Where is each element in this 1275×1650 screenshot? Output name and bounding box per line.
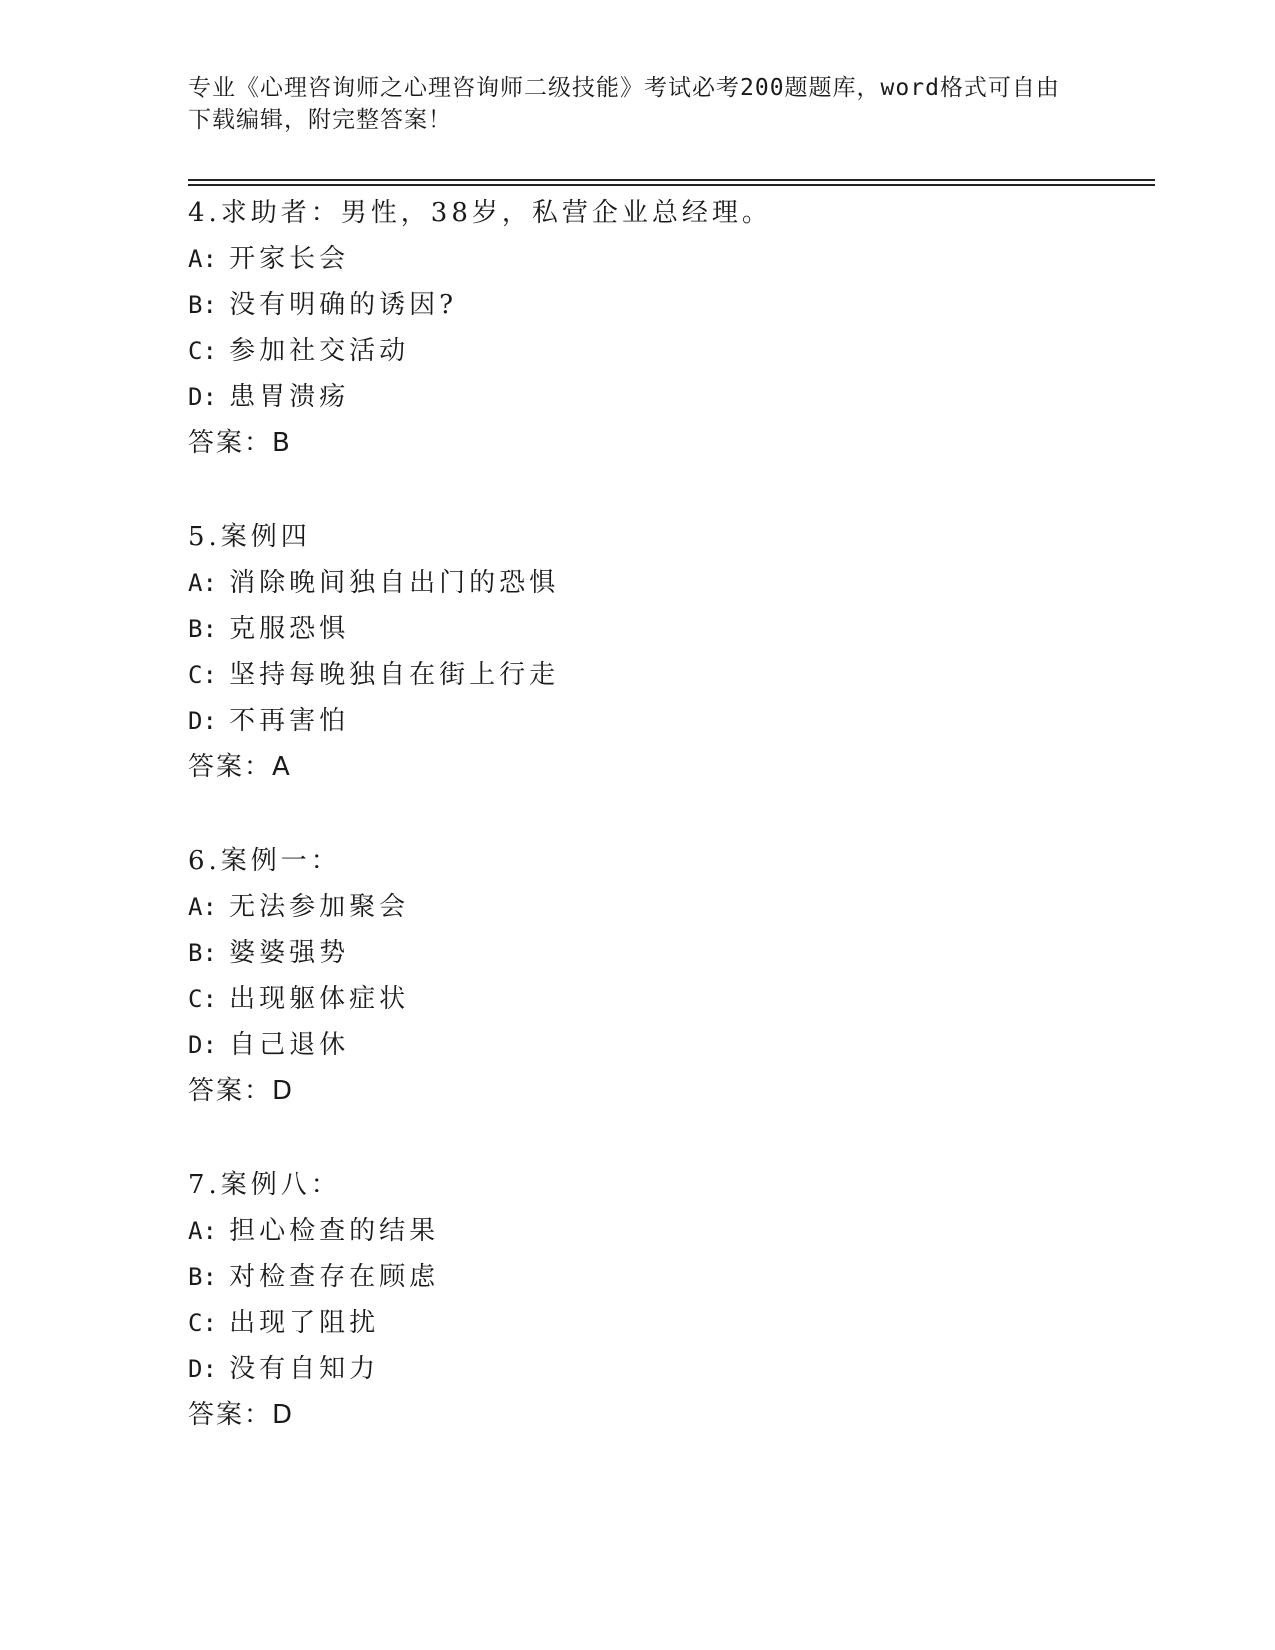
- option-a: [188, 1208, 1148, 1254]
- option-b: [188, 606, 1148, 652]
- option-d: [188, 374, 1148, 420]
- option-b: [188, 1254, 1148, 1300]
- option-label: C:: [188, 337, 217, 365]
- option-c: [188, 976, 1148, 1022]
- option-text: 自己退休: [229, 1030, 350, 1060]
- option-label: D:: [188, 1031, 217, 1059]
- option-text: 坚持每晚独自在街上行走: [229, 660, 560, 690]
- option-text: 出现了阻扰: [229, 1308, 380, 1338]
- option-label: A:: [188, 893, 217, 921]
- option-text: 担心检查的结果: [229, 1216, 440, 1246]
- option-c: [188, 1300, 1148, 1346]
- question-stem: 7.案例八：: [188, 1170, 341, 1200]
- option-label: C:: [188, 1309, 217, 1337]
- option-text: 对检查存在顾虑: [229, 1262, 440, 1292]
- option-text: 患胃溃疡: [229, 382, 350, 412]
- option-a: [188, 560, 1148, 606]
- document-header: 专业《心理咨询师之心理咨询师二级技能》考试必考200题题库，word格式可自由下载编辑，附完整答案！: [188, 75, 1060, 133]
- option-text: 参加社交活动: [229, 336, 410, 366]
- option-label: A:: [188, 245, 217, 273]
- option-d: [188, 698, 1148, 744]
- answer-line: 答案：B: [188, 428, 292, 458]
- answer-line: 答案：A: [188, 752, 292, 782]
- option-d: [188, 1022, 1148, 1068]
- option-label: B:: [188, 939, 217, 967]
- option-text: 不再害怕: [229, 706, 350, 736]
- answer-line: 答案：D: [188, 1076, 295, 1106]
- option-text: 无法参加聚会: [229, 892, 410, 922]
- option-label: D:: [188, 1355, 217, 1383]
- option-label: D:: [188, 707, 217, 735]
- option-b: [188, 282, 1148, 328]
- option-text: 出现躯体症状: [229, 984, 410, 1014]
- option-c: [188, 328, 1148, 374]
- option-text: 婆婆强势: [229, 938, 350, 968]
- header-divider-bottom: [188, 184, 1155, 186]
- question-stem: 6.案例一：: [188, 846, 341, 876]
- option-a: [188, 236, 1148, 282]
- option-label: B:: [188, 291, 217, 319]
- option-text: 消除晚间独自出门的恐惧: [229, 568, 560, 598]
- header-divider-top: [188, 179, 1155, 181]
- option-d: [188, 1346, 1148, 1392]
- option-label: B:: [188, 1263, 217, 1291]
- option-label: A:: [188, 569, 217, 597]
- option-b: [188, 930, 1148, 976]
- option-label: C:: [188, 661, 217, 689]
- option-text: 克服恐惧: [229, 614, 350, 644]
- option-text: 开家长会: [229, 244, 350, 274]
- option-label: B:: [188, 615, 217, 643]
- option-c: [188, 652, 1148, 698]
- option-text: 没有明确的诱因?: [229, 290, 458, 320]
- question-stem: 5.案例四: [188, 522, 311, 552]
- question-6: [188, 838, 1148, 1114]
- question-4: [188, 190, 1148, 466]
- question-5: [188, 514, 1148, 790]
- question-7: [188, 1162, 1148, 1438]
- option-a: [188, 884, 1148, 930]
- option-label: C:: [188, 985, 217, 1013]
- question-stem: 4.求助者：男性，38岁，私营企业总经理。: [188, 198, 772, 228]
- answer-line: 答案：D: [188, 1400, 295, 1430]
- option-label: D:: [188, 383, 217, 411]
- option-label: A:: [188, 1217, 217, 1245]
- option-text: 没有自知力: [229, 1354, 380, 1384]
- question-list: [188, 190, 1148, 1486]
